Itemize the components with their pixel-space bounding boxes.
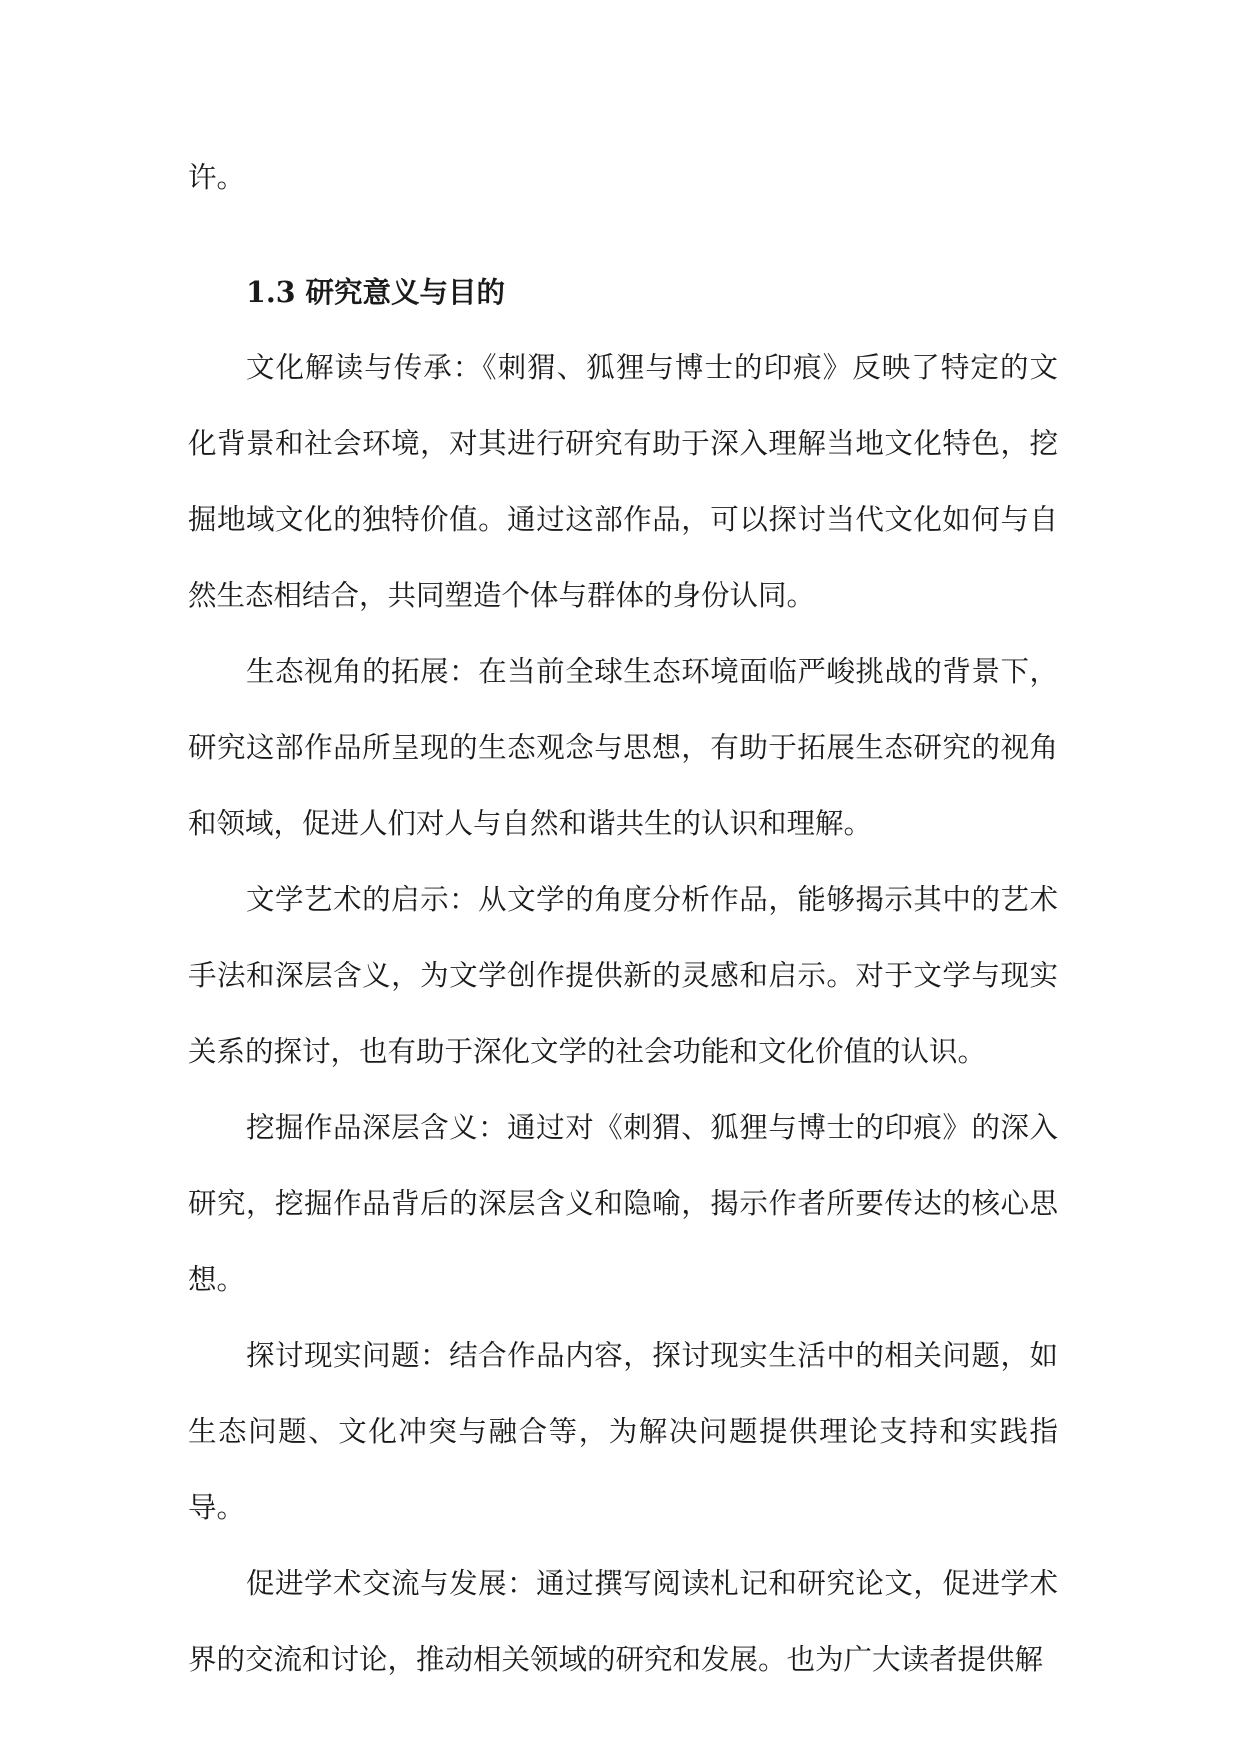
continuation-text: 许。 (188, 161, 246, 194)
paragraph-ecological-perspective: 生态视角的拓展：在当前全球生态环境面临严峻挑战的背景下，研究这部作品所呈现的生态观念与思想，有助于拓展生态研究的视角和领域，促进人们对人与自然和谐共生的认识和理解。 (188, 655, 1058, 840)
paragraph-real-problems: 探讨现实问题：结合作品内容，探讨现实生活中的相关问题，如生态问题、文化冲突与融合等，为解决问题提供理论支持和实践指导。 (188, 1339, 1058, 1524)
paragraph-cultural-interpretation: 文化解读与传承：《刺猬、狐狸与博士的印痕》反映了特定的文化背景和社会环境，对其进行研究有助于深入理解当地文化特色，挖掘地域文化的独特价值。通过这部作品，可以探讨当代文化如何与自然生态相结合，共同塑造个体与群体的身份认同。 (188, 351, 1058, 612)
page-content (188, 140, 1058, 1698)
paragraph-academic-exchange: 促进学术交流与发展：通过撰写阅读札记和研究论文，促进学术界的交流和讨论，推动相关领域的研究和发展。也为广大读者提供解 (188, 1567, 1058, 1676)
paragraph-deep-meaning: 挖掘作品深层含义：通过对《刺猬、狐狸与博士的印痕》的深入研究，挖掘作品背后的深层含义和隐喻，揭示作者所要传达的核心思想。 (188, 1111, 1058, 1296)
paragraph-literary-inspiration: 文学艺术的启示：从文学的角度分析作品，能够揭示其中的艺术手法和深层含义，为文学创作提供新的灵感和启示。对于文学与现实关系的探讨，也有助于深化文学的社会功能和文化价值的认识。 (188, 883, 1058, 1068)
section-heading: 1.3 研究意义与目的 (246, 275, 506, 309)
